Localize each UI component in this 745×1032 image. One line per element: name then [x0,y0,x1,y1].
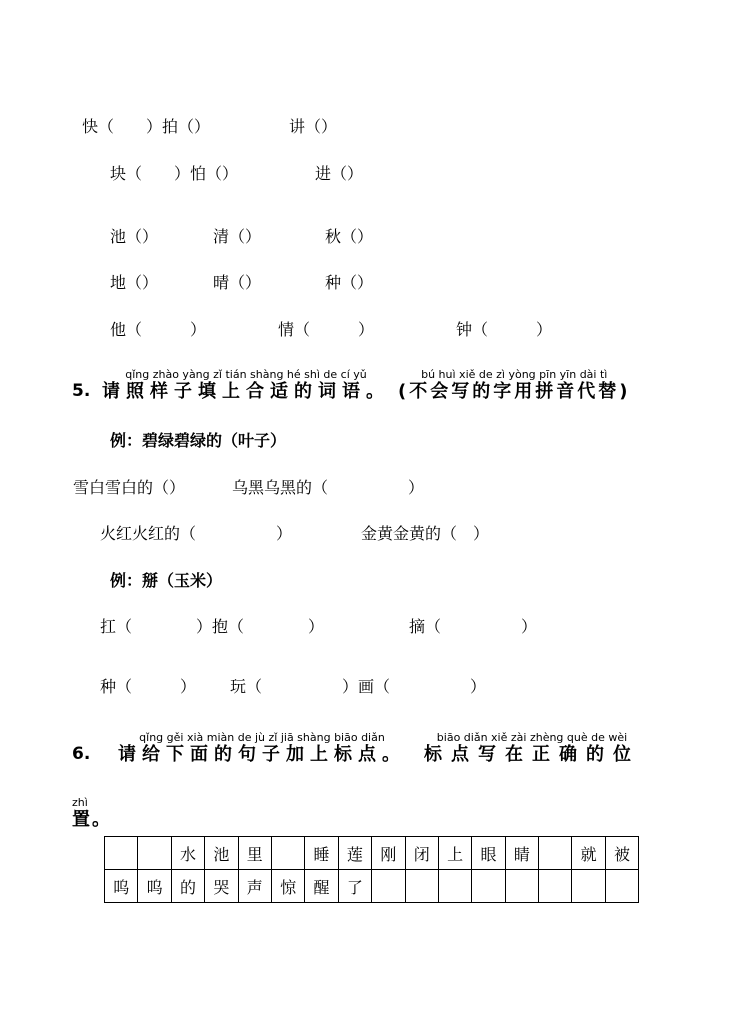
grid-cell: 醒 [305,870,338,903]
q6-hanzi-left: 请给下面的句子加上标点。 [118,744,406,765]
grid-cell: 呜 [105,870,138,903]
compare-row-5c: 钟（ ） [456,320,553,339]
grid-row-1 [105,837,639,870]
grid-cell: 哭 [205,870,238,903]
compare-row-4c: 种（） [325,273,374,292]
q5-instruction-left [102,368,390,403]
grid-cell[interactable] [472,870,505,903]
grid-cell[interactable] [539,837,572,870]
q5-example-1: 例：碧绿碧绿的（叶子） [110,431,287,450]
compare-row-4a: 地（） [110,273,159,292]
grid-cell: 被 [605,837,638,870]
grid-cell[interactable] [372,870,405,903]
grid-cell[interactable] [138,837,171,870]
grid-cell: 的 [171,870,204,903]
q5-pinyin-right: bú huì xiě de zì yòng pīn yīn dài tì [421,368,608,381]
grid-cell: 里 [238,837,271,870]
q5-instruction-right [398,368,630,403]
grid-cell: 声 [238,870,271,903]
compare-row-5b: 情（ ） [278,320,375,339]
q5-pinyin-left: qǐng zhào yàng zǐ tián shàng hé shì de cí yǔ [125,368,367,381]
grid-cell: 刚 [372,837,405,870]
grid-cell[interactable] [405,870,438,903]
q6-pinyin-left: qǐng gěi xià miàn de jù zǐ jiā shàng biāo diǎn [139,731,385,744]
grid-cell: 水 [171,837,204,870]
q5-line-2a: 火红火红的（ ） [100,524,293,543]
compare-row-1a: 快（ ）拍（） [82,117,211,136]
punctuation-grid [104,836,639,903]
compare-row-2a: 块（ ）怕（） [110,164,239,183]
grid-cell: 眼 [472,837,505,870]
grid-cell[interactable] [271,837,304,870]
grid-cell[interactable] [539,870,572,903]
q5-line-3b: 摘（ ） [409,617,538,636]
q5-line-4b: 玩（ ）画（ ） [230,677,487,696]
q6-pinyin-cont: zhì [72,796,88,809]
q6-number: 6. [72,744,91,764]
grid-cell[interactable] [605,870,638,903]
grid-cell: 睡 [305,837,338,870]
grid-cell: 睛 [505,837,538,870]
q6-hanzi-right: 标点写在正确的位 [424,744,640,765]
compare-row-5a: 他（ ） [110,320,207,339]
q6-hanzi-cont: 置。 [72,809,112,830]
q6-instruction-right [424,731,640,766]
q5-line-1b: 乌黑乌黑的（ ） [232,478,425,497]
grid-cell: 莲 [338,837,371,870]
grid-cell: 池 [205,837,238,870]
q5-line-2b: 金黄金黄的（ ） [361,524,490,543]
grid-cell: 闭 [405,837,438,870]
q5-number: 5. [72,381,91,401]
q5-line-1a: 雪白雪白的（） [73,478,186,497]
q5-example-2: 例：掰（玉米） [110,571,223,590]
compare-row-1b: 讲（） [289,117,338,136]
grid-cell: 呜 [138,870,171,903]
q5-line-4a: 种（ ） [100,677,197,696]
grid-row-2 [105,870,639,903]
q6-pinyin-right: biāo diǎn xiě zài zhèng què de wèi [436,731,628,744]
compare-row-3c: 秋（） [325,227,374,246]
grid-cell[interactable] [438,870,471,903]
compare-row-3a: 池（） [110,227,159,246]
grid-cell: 上 [438,837,471,870]
grid-cell[interactable] [505,870,538,903]
q6-instruction-left [118,731,406,766]
q5-line-3a: 扛（ ）抱（ ） [100,617,325,636]
compare-row-2b: 进（） [315,164,364,183]
q6-instruction-cont [72,796,112,831]
compare-row-3b: 清（） [213,227,262,246]
grid-cell: 就 [572,837,605,870]
grid-cell: 惊 [271,870,304,903]
grid-cell[interactable] [105,837,138,870]
q5-hanzi-left: 请照样子填上合适的词语。 [102,381,390,402]
compare-row-4b: 晴（） [213,273,262,292]
q5-hanzi-right: (不会写的字用拼音代替) [398,381,631,402]
grid-cell: 了 [338,870,371,903]
grid-cell[interactable] [572,870,605,903]
